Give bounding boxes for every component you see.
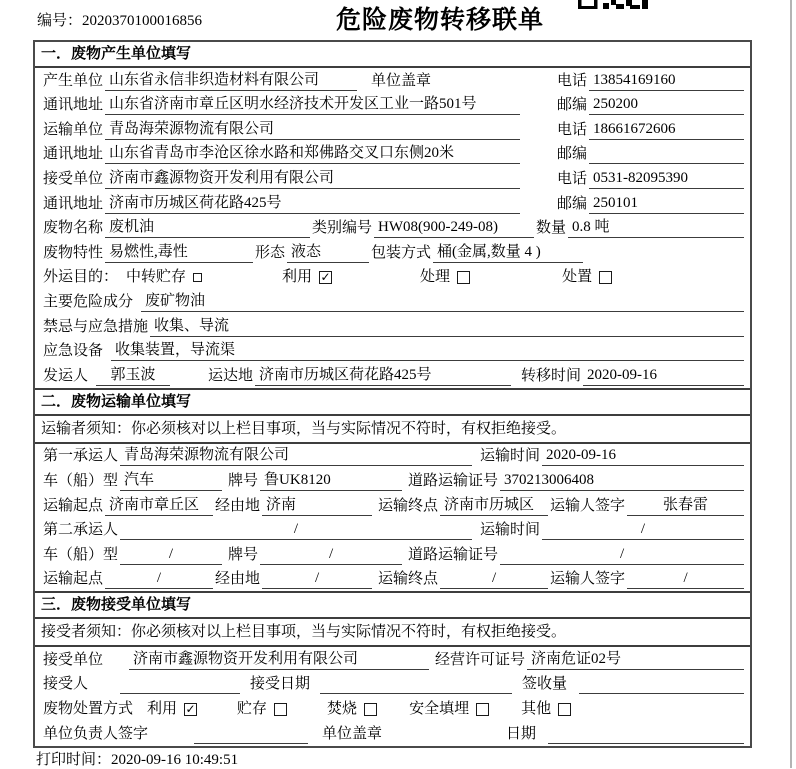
field-value: 济南 <box>262 496 372 516</box>
field-label: 发运人 <box>43 367 89 384</box>
field-label: 通讯地址 <box>43 97 104 114</box>
form-row <box>35 216 750 241</box>
checkbox-unchecked <box>562 268 612 287</box>
form-row <box>35 265 750 290</box>
manifest-form <box>33 40 752 748</box>
field-value: 济南市历城区荷花路425号 <box>105 194 520 214</box>
field-label: 包装方式 <box>371 244 432 261</box>
checkbox-icon: ✓ <box>320 270 331 285</box>
field-value-blank <box>120 693 240 694</box>
form-row <box>35 493 750 518</box>
section-2 <box>35 388 750 592</box>
spacer <box>90 693 120 694</box>
field-value-blank <box>320 693 512 694</box>
spacer <box>512 693 520 694</box>
form-row <box>35 68 750 93</box>
serial-value: 2020370100016856 <box>82 13 203 29</box>
field-value: 0531-82095390 <box>589 169 744 189</box>
field-value-blank <box>579 693 744 694</box>
form-row <box>35 542 750 567</box>
field-value: 山东省济南市章丘区明水经济技术开发区工业一路501号 <box>105 95 520 115</box>
field-value: / <box>120 520 472 540</box>
field-value: / <box>440 569 548 589</box>
field-value: 济南市章丘区 <box>105 496 213 516</box>
section-3-title: 三．废物接受单位填写 <box>35 593 750 619</box>
field-label: 运输终点 <box>378 571 439 588</box>
spacer <box>170 385 206 386</box>
checkbox-unchecked <box>420 268 470 287</box>
form-row <box>35 468 750 493</box>
field-label: 单位负责人签字 <box>43 725 149 742</box>
checkbox-icon <box>476 703 489 716</box>
spacer <box>202 286 282 287</box>
field-label: 通讯地址 <box>43 146 104 163</box>
spacer <box>384 743 504 744</box>
field-value: 山东省青岛市李沧区徐水路和郑佛路交叉口东侧20米 <box>105 144 520 164</box>
spacer <box>332 286 420 287</box>
form-row <box>35 567 750 592</box>
field-value-blank <box>589 163 744 164</box>
form-row <box>35 721 750 746</box>
field-value: 青岛海荣源物流有限公司 <box>105 120 520 140</box>
form-row <box>35 117 750 142</box>
checkbox-icon <box>193 273 202 282</box>
field-label: 运输终点 <box>378 497 439 514</box>
checkbox-label: 利用 <box>282 269 313 286</box>
section-2-title: 二．废物运输单位填写 <box>35 390 750 416</box>
checkbox-label: 利用 <box>147 701 178 718</box>
checkbox-label: 焚烧 <box>327 701 358 718</box>
form-row <box>35 339 750 364</box>
field-value: 收集、导流 <box>150 317 744 337</box>
field-label: 电话 <box>556 170 587 187</box>
field-label: 邮编 <box>556 146 587 163</box>
field-value: / <box>262 569 372 589</box>
field-label: 运输起点 <box>43 497 104 514</box>
field-value: / <box>120 545 222 565</box>
field-value: 液态 <box>287 243 369 263</box>
field-label: 道路运输证号 <box>408 546 499 563</box>
field-value: 250200 <box>589 95 744 115</box>
checkbox-label: 处置 <box>562 269 593 286</box>
field-label: 单位盖章 <box>322 725 383 742</box>
form-row <box>35 518 750 543</box>
field-label: 牌号 <box>228 472 259 489</box>
field-label: 产生单位 <box>43 72 104 89</box>
field-label: 车（船）型 <box>43 546 119 563</box>
checkbox-label: 其他 <box>521 701 552 718</box>
field-value: 张春雷 <box>627 496 744 516</box>
field-value: 鲁UK8120 <box>260 471 402 491</box>
field-label: 接受单位 <box>43 651 104 668</box>
checkbox-checked <box>282 268 332 287</box>
page-right-edge <box>790 0 792 768</box>
checkbox-unchecked <box>126 268 202 287</box>
spacer <box>357 90 369 91</box>
field-label: 经由地 <box>215 571 261 588</box>
field-value: 收集装置，导流渠 <box>111 341 744 361</box>
section-2-note: 运输者须知：你必须核对以上栏目事项，当与实际情况不符时，有权拒绝接受。 <box>35 416 750 444</box>
spacer <box>489 718 521 719</box>
field-label: 外运目的： <box>43 269 119 286</box>
field-label: 经营许可证号 <box>435 651 526 668</box>
spacer <box>377 718 409 719</box>
form-row <box>35 166 750 191</box>
spacer <box>135 718 147 719</box>
spacer <box>197 718 237 719</box>
form-row <box>35 240 750 265</box>
checkbox-label: 安全填埋 <box>409 701 470 718</box>
field-label: 废物处置方式 <box>43 701 134 718</box>
form-row <box>35 647 750 672</box>
form-row <box>35 93 750 118</box>
checkbox-unchecked <box>521 700 571 719</box>
checkbox-label: 中转贮存 <box>126 269 187 286</box>
section-3-note: 接受者须知：你必须核对以上栏目事项，当与实际情况不符时，有权拒绝接受。 <box>35 619 750 647</box>
field-label: 形态 <box>255 244 286 261</box>
field-value: 易燃性,毒性 <box>105 243 253 263</box>
checkbox-unchecked <box>237 700 287 719</box>
field-value: / <box>627 569 744 589</box>
field-label: 日期 <box>506 725 537 742</box>
field-label: 运输时间 <box>480 448 541 465</box>
field-label: 邮编 <box>556 195 587 212</box>
field-label: 第二承运人 <box>43 522 119 539</box>
spacer <box>470 286 562 287</box>
page-title: 危险废物转移联单 <box>335 7 544 34</box>
field-value: 郭玉波 <box>96 366 170 386</box>
field-value-blank <box>548 743 744 744</box>
field-value: / <box>500 545 744 565</box>
field-label: 运输人签字 <box>550 571 626 588</box>
checkbox-icon <box>558 703 571 716</box>
field-label: 接受人 <box>43 676 89 693</box>
field-label: 运输单位 <box>43 121 104 138</box>
field-label: 禁忌与应急措施 <box>43 318 149 335</box>
section-1-title: 一．废物产生单位填写 <box>35 42 750 68</box>
field-value: 济南市历城区 <box>440 496 548 516</box>
spacer <box>105 669 129 670</box>
checkbox-checked <box>147 700 197 719</box>
field-value: 济南市历城区荷花路425号 <box>255 366 511 386</box>
section-1 <box>35 42 750 388</box>
form-row <box>35 314 750 339</box>
spacer <box>150 743 194 744</box>
form-row <box>35 672 750 697</box>
field-label: 通讯地址 <box>43 195 104 212</box>
form-row <box>35 191 750 216</box>
field-label: 接受单位 <box>43 170 104 187</box>
field-label: 签收量 <box>522 676 568 693</box>
field-label: 车（船）型 <box>43 472 119 489</box>
checkbox-unchecked <box>327 700 377 719</box>
field-label: 应急设备 <box>43 343 104 360</box>
field-label: 电话 <box>556 72 587 89</box>
qr-code-fragment <box>578 0 650 12</box>
field-value: 济南市鑫源物资开发利用有限公司 <box>105 169 520 189</box>
spacer <box>312 693 320 694</box>
spacer <box>569 693 579 694</box>
spacer <box>240 693 248 694</box>
field-label: 经由地 <box>215 497 261 514</box>
form-row <box>35 444 750 469</box>
checkbox-unchecked <box>409 700 489 719</box>
checkbox-icon <box>457 271 470 284</box>
field-value: 废矿物油 <box>141 292 744 312</box>
field-value: 2020-09-16 <box>542 446 744 466</box>
spacer <box>511 385 519 386</box>
checkbox-icon <box>274 703 287 716</box>
field-value: 250101 <box>589 194 744 214</box>
field-value: 0.8 吨 <box>568 218 744 238</box>
field-value: HW08(900-249-08) <box>374 218 534 238</box>
field-label: 类别编号 <box>312 220 373 237</box>
field-label: 单位盖章 <box>371 72 432 89</box>
field-value: 13854169160 <box>589 71 744 91</box>
field-value: 汽车 <box>120 471 222 491</box>
field-label: 运输时间 <box>480 522 541 539</box>
form-row <box>35 289 750 314</box>
form-row <box>35 696 750 721</box>
field-value: 济南市鑫源物资开发利用有限公司 <box>129 650 429 670</box>
checkbox-label: 处理 <box>420 269 451 286</box>
field-label: 主要危险成分 <box>43 293 134 310</box>
section-3 <box>35 591 750 745</box>
field-value: / <box>105 569 213 589</box>
form-row <box>35 142 750 167</box>
checkbox-icon: ✓ <box>185 702 196 717</box>
form-row <box>35 363 750 388</box>
field-label: 运达地 <box>208 367 254 384</box>
field-value-blank <box>194 743 308 744</box>
field-label: 电话 <box>556 121 587 138</box>
field-label: 牌号 <box>228 546 259 563</box>
spacer <box>538 743 548 744</box>
field-value: 济南危证02号 <box>527 650 744 670</box>
field-label: 道路运输证号 <box>408 472 499 489</box>
field-label: 邮编 <box>556 97 587 114</box>
checkbox-icon <box>599 271 612 284</box>
field-label: 运输起点 <box>43 571 104 588</box>
field-label: 接受日期 <box>250 676 311 693</box>
field-value: / <box>542 520 744 540</box>
field-value: 370213006408 <box>500 471 744 491</box>
field-value: 2020-09-16 <box>583 366 744 386</box>
field-label: 废物名称 <box>43 220 104 237</box>
field-label: 转移时间 <box>521 367 582 384</box>
field-value: 18661672606 <box>589 120 744 140</box>
field-value: 废机油 <box>105 218 310 238</box>
field-label: 废物特性 <box>43 244 104 261</box>
spacer <box>308 743 320 744</box>
field-label: 第一承运人 <box>43 448 119 465</box>
field-value: 山东省永信非织造材料有限公司 <box>105 71 357 91</box>
print-time: 打印时间：2020-09-16 10:49:51 <box>36 752 239 768</box>
field-value: 桶(金属,数量 4 ) <box>433 243 583 263</box>
checkbox-label: 贮存 <box>237 701 268 718</box>
field-value: 青岛海荣源物流有限公司 <box>120 446 472 466</box>
field-label: 数量 <box>536 220 567 237</box>
field-value: / <box>260 545 402 565</box>
serial-label: 编号： <box>37 13 83 29</box>
field-label: 运输人签字 <box>550 497 626 514</box>
checkbox-icon <box>364 703 377 716</box>
spacer <box>287 718 327 719</box>
